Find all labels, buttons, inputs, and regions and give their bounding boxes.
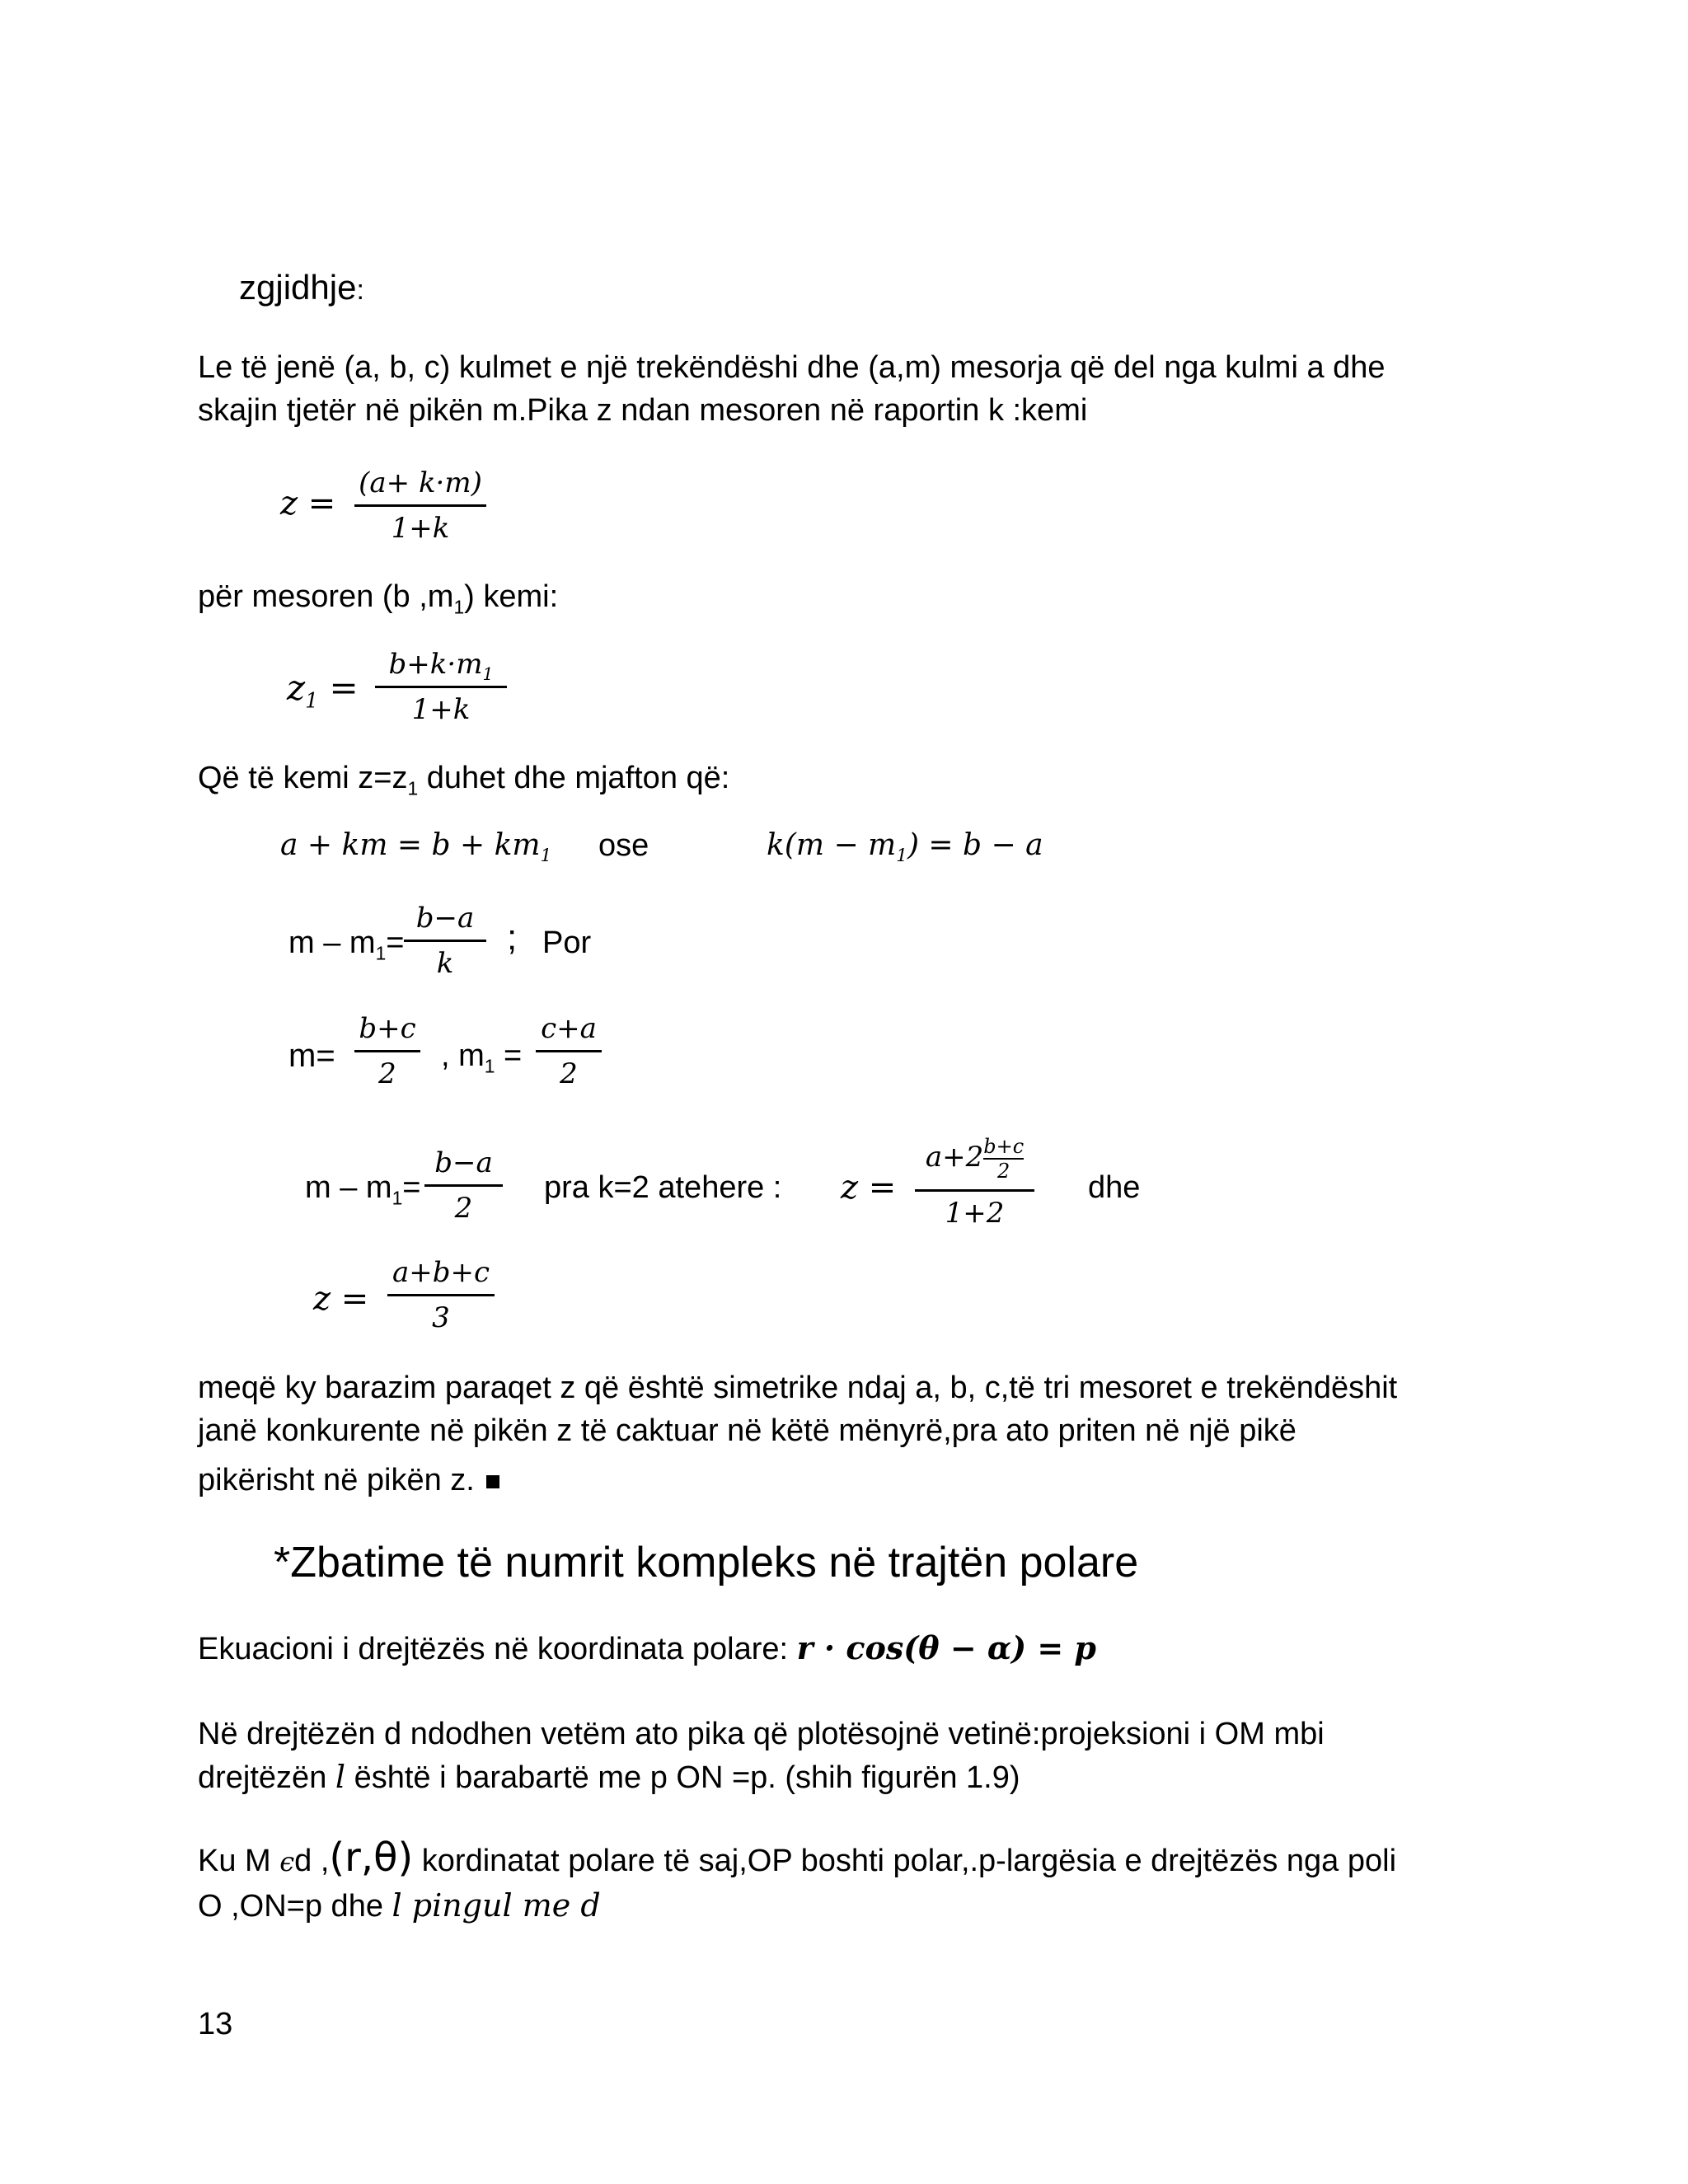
eq3-right bbox=[767, 824, 1043, 878]
paragraph-7-coords: (r,θ) bbox=[329, 1835, 414, 1881]
page-number: 13 bbox=[198, 2007, 233, 2041]
eq6-numerator: b−a bbox=[434, 1146, 493, 1179]
paragraph-2-before: për mesoren (b ,m bbox=[198, 579, 454, 614]
eq6-z-numerator-a: a+2 bbox=[925, 1141, 984, 1174]
paragraph-3-after: duhet dhe mjafton që: bbox=[418, 761, 730, 795]
eq2-lhs bbox=[287, 668, 359, 712]
eq4-after: Por bbox=[542, 926, 592, 960]
eq3-right-sub: 1 bbox=[896, 846, 907, 867]
paragraph-4-line-2: janë konkurente në pikën z të caktuar në këtë mënyrë,pra ato priten në një pikë bbox=[198, 1413, 1296, 1448]
eq6-after: dhe bbox=[1088, 1170, 1141, 1205]
eq5-m1-sub: 1 bbox=[484, 1055, 495, 1077]
paragraph-7-line-2 bbox=[198, 1884, 601, 1928]
eq7-numerator: a+b+c bbox=[392, 1256, 490, 1289]
paragraph-2-after: ) kemi: bbox=[464, 579, 559, 614]
eq2-lhs-var: z bbox=[287, 668, 306, 708]
paragraph-6-line-2 bbox=[198, 1755, 1020, 1799]
eq6-denominator: 2 bbox=[454, 1192, 473, 1225]
eq2-fraction bbox=[375, 643, 507, 731]
eq6-lhs-a: m – m bbox=[305, 1170, 392, 1205]
eq1-lhs: z = bbox=[280, 485, 336, 523]
paragraph-7-line-1-c: kordinatat polare të saj,OP boshti polar,.p-largësia e drejtëzës nga poli bbox=[413, 1844, 1397, 1878]
eq3-right-a: k(m − m bbox=[767, 828, 897, 862]
paragraph-3-sub: 1 bbox=[407, 777, 419, 799]
eq1-fraction bbox=[354, 462, 486, 550]
heading-colon: : bbox=[356, 274, 364, 306]
paragraph-3-before: Që të kemi z=z bbox=[198, 761, 408, 795]
paragraph-1-line-2: skajin tjetër në pikën m.Pika z ndan mesoren në raportin k :kemi bbox=[198, 393, 1088, 428]
eq6-z-label: z = bbox=[841, 1169, 897, 1207]
paragraph-4-line-1: meqë ky barazim paraqet z që është simetrike ndaj a, b, c,të tri mesoret e trekëndëshit bbox=[198, 1371, 1398, 1405]
eq3-left bbox=[280, 824, 551, 878]
eq2-numerator-sub: 1 bbox=[482, 663, 494, 684]
paragraph-7-element-of: ϵ bbox=[279, 1846, 295, 1877]
eq6-lhs-b: = bbox=[402, 1170, 421, 1205]
eq5-m-denominator: 2 bbox=[378, 1057, 396, 1090]
eq4-lhs-sub: 1 bbox=[375, 942, 387, 964]
paragraph-5 bbox=[198, 1627, 1096, 1671]
eq6-z-inner-fraction bbox=[983, 1135, 1024, 1183]
eq2-equals: = bbox=[329, 668, 359, 708]
qed-square-icon bbox=[486, 1475, 499, 1488]
paragraph-7-line-1 bbox=[198, 1836, 1396, 1883]
eq4-semicolon: ; bbox=[507, 917, 518, 958]
eq6-z-inner-numerator: b+c bbox=[983, 1135, 1025, 1158]
eq6-middle: pra k=2 atehere : bbox=[544, 1170, 782, 1205]
eq6-z-denominator: 1+2 bbox=[945, 1197, 1005, 1230]
paragraph-2 bbox=[198, 575, 558, 629]
eq5-m-numerator: b+c bbox=[359, 1012, 416, 1045]
eq1-denominator: 1+k bbox=[391, 512, 450, 545]
eq4-lhs bbox=[288, 921, 404, 975]
eq6-lhs-sub: 1 bbox=[392, 1187, 403, 1209]
eq6-z-fraction bbox=[915, 1125, 1034, 1235]
eq2-lhs-sub: 1 bbox=[305, 688, 319, 713]
paragraph-7-line-2-math: l pingul me d bbox=[392, 1887, 601, 1924]
eq6-z-inner-denominator: 2 bbox=[997, 1160, 1010, 1183]
eq5-m1-numerator: c+a bbox=[541, 1012, 597, 1045]
heading bbox=[239, 268, 364, 307]
paragraph-6-line-2-b: është i barabartë me p ON =p. (shih figurën 1.9) bbox=[345, 1760, 1020, 1795]
eq4-fraction bbox=[404, 897, 486, 985]
paragraph-1-line-1: Le të jenë (a, b, c) kulmet e një trekëndëshi dhe (a,m) mesorja që del nga kulmi a dhe bbox=[198, 350, 1386, 385]
eq5-m1-denominator: 2 bbox=[560, 1057, 578, 1090]
paragraph-3 bbox=[198, 757, 729, 810]
eq5-m-label: m= bbox=[288, 1038, 335, 1074]
eq3-left-sub: 1 bbox=[540, 846, 552, 867]
paragraph-5-formula: r · cos(θ − α) = p bbox=[796, 1629, 1096, 1666]
eq2-numerator bbox=[375, 643, 507, 686]
paragraph-7-line-2-a: O ,ON=p dhe bbox=[198, 1889, 392, 1924]
eq5-m1-fraction bbox=[536, 1007, 602, 1095]
eq2-denominator: 1+k bbox=[411, 693, 471, 726]
eq2-numerator-main: b+k·m bbox=[388, 648, 483, 681]
section-title: *Zbatime të numrit kompleks në trajtën polare bbox=[274, 1539, 1139, 1586]
paragraph-7-line-1-b: d , bbox=[294, 1844, 330, 1878]
eq5-m1-b: = bbox=[495, 1038, 523, 1073]
eq5-m-fraction bbox=[354, 1007, 420, 1095]
eq1-numerator: (a+ k·m) bbox=[359, 466, 482, 499]
eq6-z-numerator bbox=[915, 1125, 1034, 1189]
eq4-denominator: k bbox=[436, 947, 454, 980]
eq4-numerator: b−a bbox=[415, 902, 475, 935]
heading-text: zgjidhje bbox=[239, 268, 357, 307]
eq4-lhs-a: m – m bbox=[288, 926, 376, 960]
paragraph-6-line-1: Në drejtëzën d ndodhen vetëm ato pika që plotësojnë vetinë:projeksioni i OM mbi bbox=[198, 1717, 1325, 1751]
paragraph-5-text: Ekuacioni i drejtëzës në koordinata polare: bbox=[198, 1632, 797, 1666]
eq7-denominator: 3 bbox=[432, 1301, 450, 1334]
eq3-left-main: a + km = b + km bbox=[280, 828, 541, 862]
paragraph-6-line-2-a: drejtëzën bbox=[198, 1760, 335, 1795]
eq3-right-b: ) = b − a bbox=[907, 828, 1043, 862]
eq5-m1-label bbox=[441, 1034, 522, 1088]
eq4-lhs-b: = bbox=[386, 926, 405, 960]
paragraph-6-line-2-l: l bbox=[335, 1759, 346, 1795]
eq7-fraction bbox=[387, 1251, 495, 1339]
eq6-fraction bbox=[424, 1141, 503, 1230]
paragraph-2-sub: 1 bbox=[453, 596, 465, 618]
eq5-m1-a: , m bbox=[441, 1038, 485, 1073]
eq7-lhs: z = bbox=[313, 1280, 369, 1318]
paragraph-4-line-3 bbox=[198, 1459, 499, 1502]
paragraph-7-line-1-a: Ku M bbox=[198, 1844, 280, 1878]
eq3-connector: ose bbox=[598, 828, 649, 863]
eq6-lhs bbox=[305, 1166, 420, 1220]
paragraph-4-line-3-text: pikërisht në pikën z. bbox=[198, 1463, 475, 1497]
